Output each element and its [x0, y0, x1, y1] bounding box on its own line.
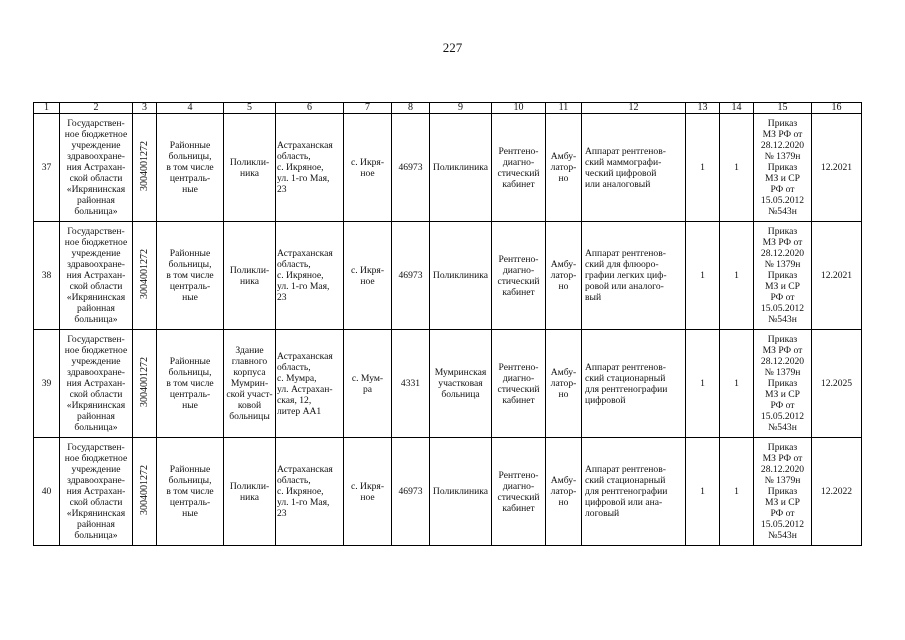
facility-cell: [430, 438, 492, 546]
code-cell: [392, 330, 430, 438]
facility-cell-text: Поликлиника: [432, 162, 489, 173]
equipment-cell: [582, 330, 686, 438]
locality-cell: [344, 330, 392, 438]
equipment-cell-text: Аппарат рентгенов- ский стационарный для рентгенографии цифровой: [585, 361, 668, 406]
code-cell: [392, 114, 430, 222]
quantity-cell: [686, 438, 720, 546]
address-cell: [276, 222, 344, 330]
date-cell-text: 12.2025: [820, 378, 853, 389]
quantity-cell: [720, 114, 754, 222]
column-number: 10: [492, 103, 546, 114]
facility-cell-text: Мумринская участковая больница: [434, 367, 487, 400]
category-cell: [157, 222, 224, 330]
equipment-table: [33, 102, 862, 546]
organization-cell: [60, 114, 133, 222]
inn-cell: [133, 438, 157, 546]
quantity-cell-text: 1: [734, 486, 739, 497]
organization-cell: [60, 330, 133, 438]
organization-cell-text: Государствен- ное бюджетное учреждение здравоохране- ния Астрахан- ской области «Икрянинская районная больница»: [64, 442, 128, 541]
quantity-cell-text: 1: [734, 378, 739, 389]
code-cell-text: 46973: [398, 162, 423, 173]
row-number-cell: [34, 438, 60, 546]
column-number: 7: [344, 103, 392, 114]
locality-cell-text: с. Мум- ра: [351, 372, 384, 395]
care-type-cell: [546, 222, 582, 330]
unit-cell: [224, 438, 276, 546]
category-cell-text: Районные больницы, в том числе централь- ные: [166, 140, 214, 195]
order-cell-text: Приказ МЗ РФ от 28.12.2020 № 1379н Приказ МЗ и СР РФ от 15.05.2012 №543н: [760, 442, 805, 541]
column-number: 8: [392, 103, 430, 114]
date-cell-text: 12.2022: [820, 486, 853, 497]
table-row: [34, 114, 862, 222]
quantity-cell-text: 1: [700, 378, 705, 389]
code-cell: [392, 438, 430, 546]
unit-cell: [224, 222, 276, 330]
locality-cell-text: с. Икря- ное: [350, 156, 385, 179]
unit-cell-text: Поликли- ника: [229, 480, 270, 503]
address-cell: [276, 438, 344, 546]
facility-cell-text: Поликлиника: [432, 486, 489, 497]
order-cell: [754, 222, 812, 330]
code-cell-text: 4331: [400, 378, 421, 389]
column-number: 16: [812, 103, 862, 114]
date-cell: [812, 222, 862, 330]
quantity-cell-text: 1: [700, 162, 705, 173]
order-cell: [754, 438, 812, 546]
code-cell-text: 46973: [398, 486, 423, 497]
row-number-cell: [34, 114, 60, 222]
locality-cell-text: с. Икря- ное: [350, 264, 385, 287]
category-cell-text: Районные больницы, в том числе централь- ные: [166, 464, 214, 519]
column-number: 14: [720, 103, 754, 114]
date-cell: [812, 438, 862, 546]
inn-cell-text: 3004001272: [139, 465, 150, 515]
equipment-cell: [582, 114, 686, 222]
order-cell: [754, 114, 812, 222]
date-cell: [812, 114, 862, 222]
table-row: [34, 438, 862, 546]
facility-cell-text: Поликлиника: [432, 270, 489, 281]
care-type-cell: [546, 330, 582, 438]
unit-cell-text: Поликли- ника: [229, 156, 270, 179]
row-number-cell-text: 40: [41, 486, 52, 497]
column-number: 3: [133, 103, 157, 114]
quantity-cell: [720, 222, 754, 330]
column-number: 13: [686, 103, 720, 114]
column-number: 9: [430, 103, 492, 114]
inn-cell-text: 3004001272: [139, 357, 150, 407]
locality-cell: [344, 438, 392, 546]
quantity-cell: [686, 114, 720, 222]
column-number: 6: [276, 103, 344, 114]
room-cell-text: Рентгено- диагно- стический кабинет: [497, 145, 540, 190]
quantity-cell: [720, 438, 754, 546]
equipment-cell-text: Аппарат рентгенов- ский маммографи- ческий цифровой или аналоговый: [585, 145, 666, 190]
address-cell: [276, 114, 344, 222]
order-cell-text: Приказ МЗ РФ от 28.12.2020 № 1379н Приказ МЗ и СР РФ от 15.05.2012 №543н: [760, 334, 805, 433]
code-cell-text: 46973: [398, 270, 423, 281]
page-number: 227: [442, 40, 463, 55]
care-type-cell-text: Амбу- латор- но: [550, 151, 577, 184]
equipment-cell-text: Аппарат рентгенов- ский стационарный для рентгенографии цифровой или ана- логовый: [585, 464, 668, 519]
column-number: 11: [546, 103, 582, 114]
equipment-cell: [582, 222, 686, 330]
room-cell-text: Рентгено- диагно- стический кабинет: [497, 361, 540, 406]
locality-cell: [344, 114, 392, 222]
room-cell-text: Рентгено- диагно- стический кабинет: [497, 469, 540, 514]
column-number: 1: [34, 103, 60, 114]
room-cell: [492, 222, 546, 330]
inn-cell: [133, 222, 157, 330]
room-cell: [492, 438, 546, 546]
inn-cell-text: 3004001272: [139, 141, 150, 191]
organization-cell: [60, 222, 133, 330]
date-cell-text: 12.2021: [820, 162, 853, 173]
quantity-cell: [686, 330, 720, 438]
order-cell-text: Приказ МЗ РФ от 28.12.2020 № 1379н Приказ МЗ и СР РФ от 15.05.2012 №543н: [760, 226, 805, 325]
quantity-cell: [686, 222, 720, 330]
inn-cell-text: 3004001272: [139, 249, 150, 299]
room-cell: [492, 114, 546, 222]
equipment-cell: [582, 438, 686, 546]
organization-cell: [60, 438, 133, 546]
order-cell: [754, 330, 812, 438]
unit-cell-text: Поликли- ника: [229, 264, 270, 287]
facility-cell: [430, 222, 492, 330]
facility-cell: [430, 114, 492, 222]
row-number-cell: [34, 222, 60, 330]
quantity-cell-text: 1: [700, 270, 705, 281]
category-cell-text: Районные больницы, в том числе централь- ные: [166, 248, 214, 303]
locality-cell-text: с. Икря- ное: [350, 480, 385, 503]
order-cell-text: Приказ МЗ РФ от 28.12.2020 № 1379н Приказ МЗ и СР РФ от 15.05.2012 №543н: [760, 118, 805, 217]
care-type-cell: [546, 114, 582, 222]
row-number-cell-text: 38: [41, 270, 52, 281]
unit-cell: [224, 330, 276, 438]
care-type-cell-text: Амбу- латор- но: [550, 367, 577, 400]
care-type-cell: [546, 438, 582, 546]
organization-cell-text: Государствен- ное бюджетное учреждение здравоохране- ния Астрахан- ской области «Икрянинская районная больница»: [64, 334, 128, 433]
category-cell-text: Районные больницы, в том числе централь- ные: [166, 356, 214, 411]
room-cell: [492, 330, 546, 438]
date-cell: [812, 330, 862, 438]
address-cell-text: Астраханская область, с. Икряное, ул. 1-го Мая, 23: [277, 140, 333, 195]
inn-cell: [133, 330, 157, 438]
facility-cell: [430, 330, 492, 438]
column-number: 12: [582, 103, 686, 114]
inn-cell: [133, 114, 157, 222]
quantity-cell-text: 1: [734, 270, 739, 281]
column-number: 4: [157, 103, 224, 114]
locality-cell: [344, 222, 392, 330]
quantity-cell: [720, 330, 754, 438]
quantity-cell-text: 1: [700, 486, 705, 497]
quantity-cell-text: 1: [734, 162, 739, 173]
column-number: 2: [60, 103, 133, 114]
column-number-row: [34, 103, 862, 114]
date-cell-text: 12.2021: [820, 270, 853, 281]
organization-cell-text: Государствен- ное бюджетное учреждение здравоохране- ния Астрахан- ской области «Икрянинская районная больница»: [64, 226, 128, 325]
equipment-cell-text: Аппарат рентгенов- ский для флюоро- графии легких циф- ровой или аналого- вый: [585, 248, 667, 303]
table-row: [34, 222, 862, 330]
table-row: [34, 330, 862, 438]
column-number: 15: [754, 103, 812, 114]
address-cell-text: Астраханская область, с. Икряное, ул. 1-го Мая, 23: [277, 248, 333, 303]
address-cell-text: Астраханская область, с. Мумра, ул. Астрахан- ская, 12, литер АА1: [277, 350, 333, 417]
care-type-cell-text: Амбу- латор- но: [550, 475, 577, 508]
category-cell: [157, 438, 224, 546]
unit-cell: [224, 114, 276, 222]
category-cell: [157, 330, 224, 438]
row-number-cell-text: 39: [41, 378, 52, 389]
category-cell: [157, 114, 224, 222]
organization-cell-text: Государствен- ное бюджетное учреждение здравоохране- ния Астрахан- ской области «Икрянинская районная больница»: [64, 118, 128, 217]
unit-cell-text: Здание главного корпуса Мумрин- ской участ- ковой больницы: [226, 345, 273, 422]
address-cell-text: Астраханская область, с. Икряное, ул. 1-го Мая, 23: [277, 464, 333, 519]
column-number: 5: [224, 103, 276, 114]
code-cell: [392, 222, 430, 330]
room-cell-text: Рентгено- диагно- стический кабинет: [497, 253, 540, 298]
care-type-cell-text: Амбу- латор- но: [550, 259, 577, 292]
row-number-cell-text: 37: [41, 162, 52, 173]
row-number-cell: [34, 330, 60, 438]
address-cell: [276, 330, 344, 438]
